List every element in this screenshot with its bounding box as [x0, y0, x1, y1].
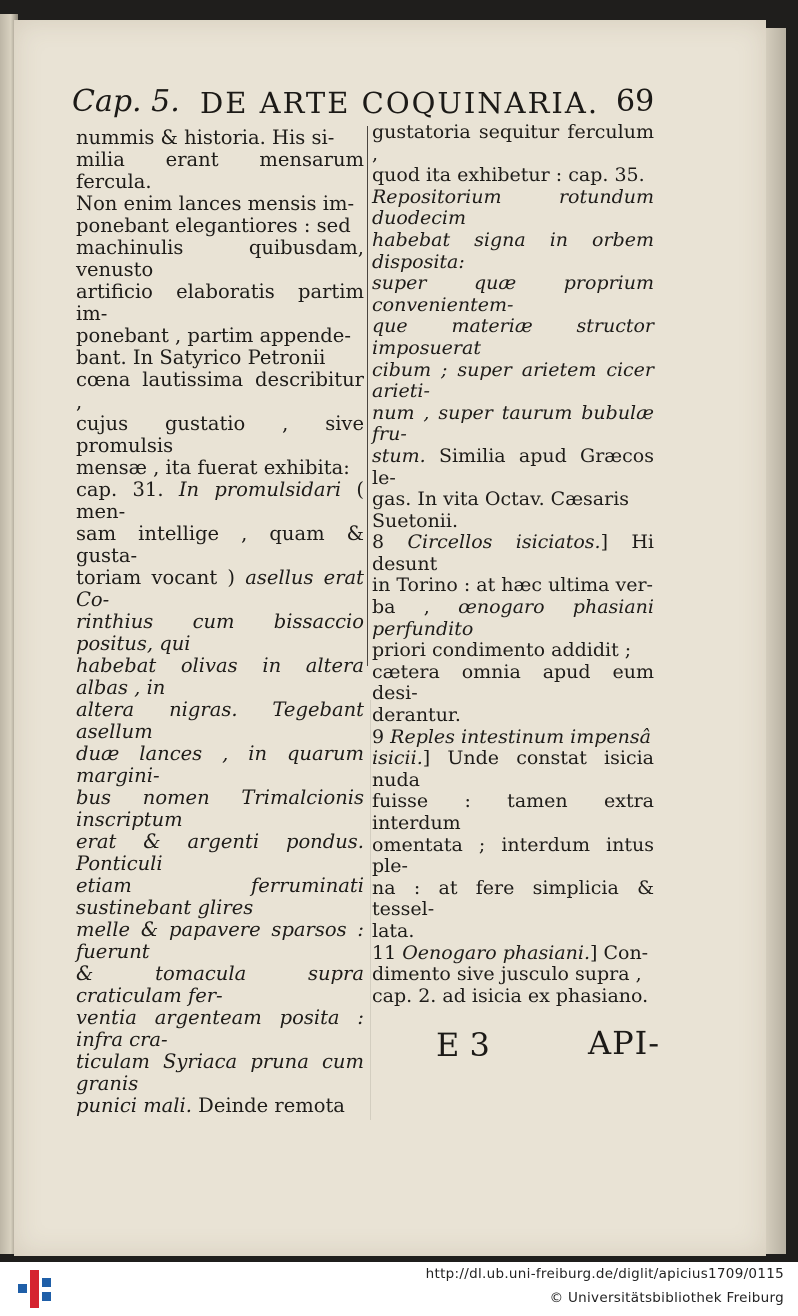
text-line: [76, 237, 364, 281]
text-segment: mensæ , ita fuerat exhibita:: [76, 456, 350, 479]
text-segment: toriam vocant ): [76, 566, 246, 589]
text-segment: cujus gustatio , sive promulsis: [76, 412, 364, 457]
text-line: [76, 963, 364, 1007]
italic-segment: super quæ proprium convenientem-: [372, 272, 654, 316]
bleed-through-divider: [370, 700, 371, 1120]
text-line: [76, 1095, 364, 1117]
text-line: [372, 597, 654, 640]
text-line: [372, 403, 654, 446]
text-line: [76, 699, 364, 743]
text-line: [76, 347, 364, 369]
text-line: [76, 369, 364, 413]
text-line: [76, 1007, 364, 1051]
italic-segment: rinthius cum bissaccio positus, qui: [76, 610, 364, 655]
text-line: [372, 943, 654, 965]
text-segment: 9: [372, 725, 391, 748]
text-segment: sam intellige , quam & gusta-: [76, 522, 364, 567]
text-line: [372, 360, 654, 403]
text-segment: cap. 31.: [76, 478, 179, 501]
text-line: [372, 122, 654, 165]
text-line: [76, 875, 364, 919]
text-line: [76, 479, 364, 523]
text-line: [76, 743, 364, 787]
column-divider: [367, 126, 368, 666]
permalink-url[interactable]: http://dl.ub.uni-freiburg.de/diglit/apicius1709/0115: [425, 1266, 784, 1282]
text-line: [372, 835, 654, 878]
page-number: 69: [616, 84, 655, 119]
text-line: [372, 187, 654, 230]
italic-segment: & tomacula supra craticulam fer-: [76, 962, 364, 1007]
text-line: [76, 149, 364, 193]
chapter-label: Cap. 5.: [72, 84, 180, 119]
text-segment: ] Hi desunt: [372, 531, 654, 575]
text-segment: nummis & historia. His si-: [76, 126, 335, 149]
text-line: [372, 575, 654, 597]
text-segment: artificio elaboratis partim im-: [76, 280, 364, 325]
text-segment: ] Unde constat isicia nuda: [372, 747, 654, 791]
text-line: [372, 316, 654, 359]
text-segment: Non enim lances mensis im-: [76, 192, 355, 215]
text-line: [76, 787, 364, 831]
italic-segment: habebat olivas in altera albas , in: [76, 654, 364, 699]
text-line: [372, 532, 654, 575]
italic-segment: duæ lances , in quarum margini-: [76, 742, 364, 787]
italic-segment: In promulsidari: [178, 478, 342, 501]
text-line: [372, 748, 654, 791]
running-header: [72, 84, 662, 126]
text-line: [372, 446, 654, 489]
italic-segment: punici mali.: [76, 1094, 192, 1117]
text-segment: ( men-: [76, 478, 365, 523]
text-segment: quod ita exhibetur : cap. 35.: [372, 164, 645, 187]
italic-segment: Repositorium rotundum duodecim: [372, 185, 654, 230]
text-segment: ba ,: [372, 596, 459, 619]
text-line: [76, 193, 364, 215]
text-segment: milia erant mensarum fercula.: [76, 148, 364, 193]
viewer-footer: [0, 1262, 798, 1316]
text-line: [76, 413, 364, 457]
text-line: [76, 325, 364, 347]
text-segment: na : at fere simplicia & tessel-: [372, 876, 654, 921]
text-line: [76, 655, 364, 699]
italic-segment: ventia argenteam posita : infra cra-: [76, 1006, 364, 1051]
italic-segment: etiam ferruminati sustinebant glires: [76, 874, 364, 919]
left-text-column: [76, 127, 364, 1117]
italic-segment: ticulam Syriaca pruna cum granis: [76, 1050, 364, 1095]
text-line: [76, 215, 364, 237]
italic-segment: num , super taurum bubulæ fru-: [372, 401, 654, 446]
text-line: [372, 705, 654, 727]
italic-segment: Reples intestinum impensâ: [390, 725, 651, 748]
italic-segment: cibum ; super arietem cicer arieti-: [372, 358, 654, 403]
text-line: [372, 511, 654, 533]
copyright-notice: © Universitätsbibliothek Freiburg: [549, 1290, 784, 1306]
text-segment: cætera omnia apud eum desi-: [372, 660, 654, 705]
text-line: [76, 127, 364, 149]
text-segment: derantur.: [372, 704, 461, 727]
text-line: [372, 964, 654, 986]
text-segment: gas. In vita Octav. Cæsaris: [372, 488, 630, 511]
text-line: [372, 986, 654, 1008]
text-segment: ] Con-: [590, 941, 649, 964]
text-segment: Suetonii.: [372, 509, 459, 532]
university-logo-icon: [18, 1270, 52, 1308]
text-segment: dimento sive jusculo supra ,: [372, 963, 642, 986]
text-line: [372, 640, 654, 662]
text-segment: fuisse : tamen extra interdum: [372, 790, 654, 834]
text-line: [372, 878, 654, 921]
italic-segment: bus nomen Trimalcionis inscriptum: [76, 786, 364, 831]
text-segment: lata.: [372, 919, 415, 942]
catchword: API-: [588, 1024, 661, 1062]
text-line: [372, 662, 654, 705]
text-line: [76, 919, 364, 963]
text-line: [372, 165, 654, 187]
italic-segment: Circellos isiciatos.: [407, 531, 601, 554]
signature-mark: E 3: [436, 1026, 490, 1064]
text-line: [372, 230, 654, 273]
text-segment: ponebant elegantiores : sed: [76, 214, 351, 237]
text-segment: Deinde remota: [191, 1094, 345, 1117]
text-segment: 8: [372, 531, 408, 554]
right-text-column: [372, 122, 654, 1007]
italic-segment: œnogaro phasiani perfundito: [372, 596, 654, 640]
text-segment: 11: [372, 941, 403, 964]
text-line: [76, 567, 364, 611]
text-line: [372, 921, 654, 943]
text-line: [372, 791, 654, 834]
text-segment: cap. 2. ad isicia ex phasiano.: [372, 984, 649, 1007]
italic-segment: erat & argenti pondus. Ponticuli: [76, 830, 364, 875]
text-segment: gustatoria sequitur ferculum ,: [372, 121, 654, 165]
italic-segment: asellus erat Co-: [76, 566, 364, 611]
italic-segment: Oenogaro phasiani.: [402, 941, 591, 964]
text-line: [372, 727, 654, 749]
italic-segment: altera nigras. Tegebant asellum: [76, 698, 364, 743]
text-segment: cœna lautissima describitur ,: [76, 368, 364, 413]
text-segment: ponebant , partim appende-: [76, 324, 351, 347]
text-line: [76, 831, 364, 875]
italic-segment: stum.: [372, 444, 426, 467]
italic-segment: que materiæ structor imposuerat: [372, 315, 654, 359]
text-segment: bant. In Satyrico Petronii: [76, 346, 326, 369]
text-segment: in Torino : at hæc ultima ver-: [372, 574, 653, 597]
text-line: [372, 273, 654, 316]
text-segment: omentata ; interdum intus ple-: [372, 833, 654, 878]
italic-segment: isicii.: [372, 747, 423, 770]
text-segment: Similia apud Græcos le-: [372, 444, 654, 489]
text-segment: priori condimento addidit ;: [372, 639, 632, 662]
running-title: DE ARTE COQUINARIA.: [200, 86, 600, 120]
italic-segment: habebat signa in orbem disposita:: [372, 228, 654, 273]
text-line: [76, 457, 364, 479]
text-segment: machinulis quibusdam, venusto: [76, 236, 364, 281]
text-line: [76, 281, 364, 325]
italic-segment: melle & papavere sparsos : fuerunt: [76, 918, 364, 963]
text-line: [76, 1051, 364, 1095]
text-line: [76, 611, 364, 655]
text-line: [76, 523, 364, 567]
text-line: [372, 489, 654, 511]
